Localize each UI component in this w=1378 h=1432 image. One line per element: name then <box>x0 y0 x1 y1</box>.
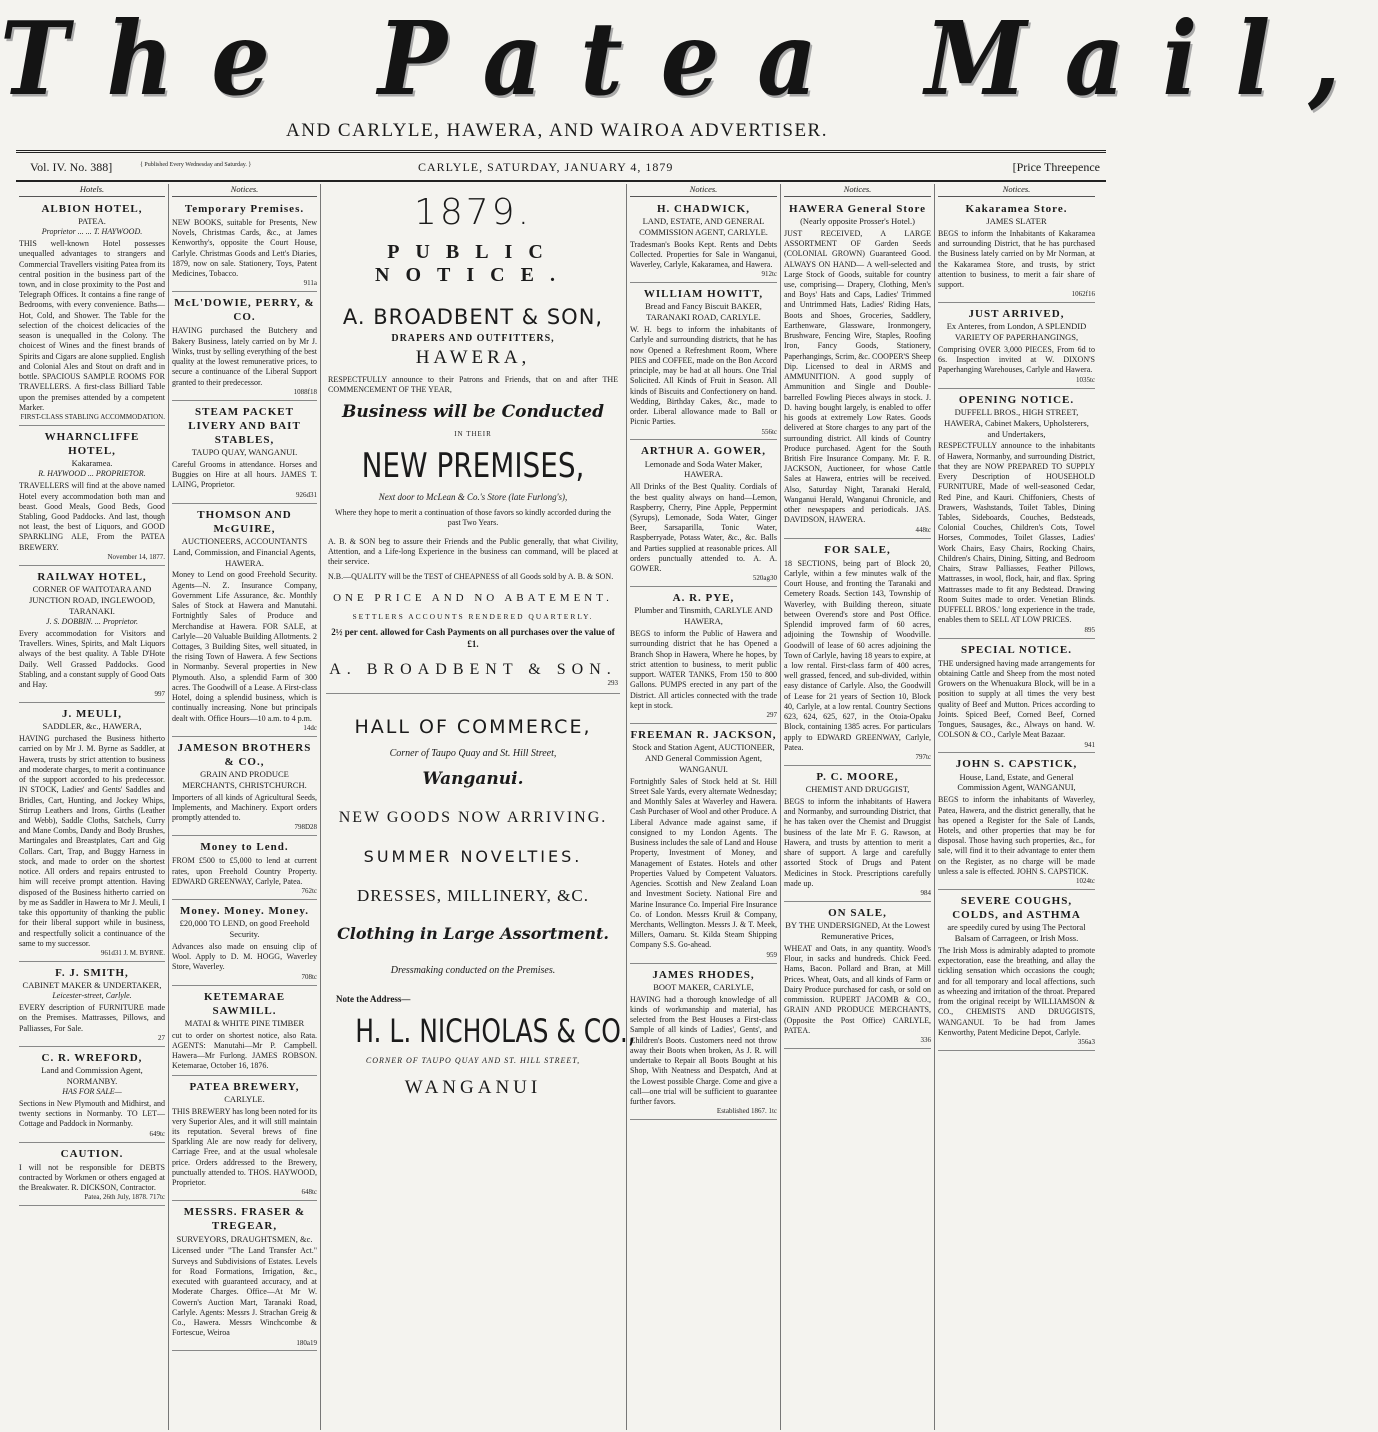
ad-subtitle: Stock and Station Agent, AUCTIONEER, AND General Commission Agent, WANGANUI. <box>632 742 775 774</box>
ad-body-text: 18 SECTIONS, being part of Block 20, Carlyle, within a few minutes walk of the Court House, and fronting the Taranaki and Cemetery Roads. Section 143, Township of Waverley, with Building thereon, situate between Overend's store and Post Office. Splendid improved farm of 60 acres, adjoining the Township of Woodville. Goodwill of lease of 60 acres adjoining the Town of Carlyle, having 18 years to expire, at a low rental. First-class farm of 400 acres, well grassed, fenced, and sub-divided, within easy distance of Carlyle. Also, the Goodwill of Lease for 21 years of Section 10, Block 40, Carlyle, at a low rental. Country Sections 623, 624, 625, 627, in the Otoia-Opaku Block, containing 1385 acres. For particulars apply to EDWARD GREENWAY, Carlyle, Patea. <box>784 558 931 752</box>
summer-novelties-heading: SUMMER NOVELTIES. <box>363 846 583 866</box>
advertisement <box>172 403 317 504</box>
ad-subtitle: Plumber and Tinsmith, CARLYLE AND HAWERA, <box>634 605 773 627</box>
ad-byline: R. HAYWOOD ... PROPRIETOR. <box>38 469 146 479</box>
ad-title: McL'DOWIE, PERRY, & CO. <box>174 297 315 324</box>
advertisement <box>172 838 317 900</box>
ad-body-text: Advances also made on ensuing clip of Wool. Apply to D. M. HOGG, Waverley Store, Waverley. <box>172 941 317 972</box>
ad-title: SEVERE COUGHS, COLDS, and ASTHMA <box>952 895 1081 922</box>
newspaper-subtitle: AND CARLYLE, HAWERA, AND WAIROA ADVERTISER. <box>286 120 828 141</box>
advertisement <box>19 1049 165 1143</box>
advertisement <box>938 305 1095 388</box>
ad-reference: 912tc <box>761 270 777 279</box>
ad-body-text: Every accommodation for Visitors and Travellers. Wines, Spirits, and Malt Liquors always of the best quality. A Table D'Hote Daily. Well Grassed Paddocks. Good Stabling, and a constant supply of Good Oats and Hay. <box>19 628 165 689</box>
ad-reference: 984 <box>920 889 931 898</box>
business-heading: Business will be Conducted <box>342 401 604 422</box>
advertisement <box>784 541 931 766</box>
ad-reference: 941 <box>1084 740 1095 749</box>
ad-title: ALBION HOTEL, <box>41 202 143 215</box>
ad-subtitle: GRAIN AND PRODUCE MERCHANTS, CHRISTCHURCH. <box>182 769 307 790</box>
advertisement <box>172 200 317 292</box>
ad-subtitle: CARLYLE. <box>224 1093 265 1104</box>
ad-byline: Proprietor ... ... T. HAYWOOD. <box>41 226 143 236</box>
ad-reference: Patea, 26th July, 1878. 717tc <box>84 1193 165 1202</box>
advertisement <box>19 1145 165 1207</box>
in-their-text: IN THEIR <box>454 429 492 438</box>
issue-date: CARLYLE, SATURDAY, JANUARY 4, 1879 <box>418 160 674 174</box>
hope-text: Where they hope to merit a continuation of those favors so kindly accorded during the past Two Years. <box>335 507 611 528</box>
advert-list <box>19 200 165 1206</box>
ad-reference: 448tc <box>915 525 931 534</box>
advertisement <box>630 442 777 587</box>
advert-list <box>172 200 317 1352</box>
firm-trade: DRAPERS AND OUTFITTERS, <box>391 333 555 344</box>
ad-body-text: Careful Grooms in attendance. Horses and Buggies on Hire at all hours. JAMES T. LAING, Proprietor. <box>172 459 317 490</box>
advertisement <box>172 1078 317 1202</box>
ad-title: WHARNCLIFFE HOTEL, <box>44 431 140 458</box>
ad-subtitle: Bread and Fancy Biscuit BAKER, TARANAKI ROAD, CARLYLE. <box>645 301 762 323</box>
ad-subtitle: LAND, ESTATE, AND GENERAL COMMISSION AGENT, CARLYLE. <box>639 215 768 237</box>
new-goods-heading: NEW GOODS NOW ARRIVING. <box>338 808 608 826</box>
ad-title: C. R. WREFORD, <box>41 1051 143 1064</box>
firm-town: HAWERA, <box>415 347 531 368</box>
column-notices-3 <box>781 184 934 1430</box>
ad-subtitle: JAMES SLATER <box>986 215 1047 226</box>
ad-byline: J. S. DOBBIN. ... Proprietor. <box>46 616 138 626</box>
ad-title: SPECIAL NOTICE. <box>961 643 1072 656</box>
ad-reference: 1062f16 <box>1071 290 1095 299</box>
ad-body-text: Comprising OVER 3,000 PIECES, From 6d to 6s. Inspection invited at W. DIXON'S Paperhanging Warehouses, Carlyle and Hawera. <box>938 345 1095 375</box>
ad-reference: 27 <box>158 1033 165 1042</box>
ad-subtitle: SURVEYORS, DRAUGHTSMEN, &c. <box>176 1233 313 1244</box>
ad-subtitle: SADDLER, &c., HAWERA, <box>42 721 142 732</box>
ad-body-text: BEGS to inform the Inhabitants of Kakaramea and surrounding District, that he has purchased the Business lately carried on by Mr Norman, at the Kakaramea Store, and trusts, by strict attention to business, to merit a fair share of support. <box>938 228 1095 289</box>
column-heading: Notices. <box>172 184 317 197</box>
ad-body-text: JUST RECEIVED, A LARGE ASSORTMENT OF Garden Seeds (COLONIAL GROWN) Guaranteed Good. ALWAYS ON HAND— A well-selected and Large Stock of Goods, suitable for country use, comprising— Drapery, Clothing, Men's and Boys' Hats and Caps, Ladies' Trimmed and Untrimmed Hats, Ladies' Riding Hats, Boots and Shoes, Groceries, Saddlery, Earthenware, Glassware, Ironmongery, Brushware, Fencing Wire, Staples, Roofing Iron, Fancy Goods, Stationery, Paperhangings, Scrim, &c. COOPER'S Sheep Dip. Licensed to deal in ARMS and AMMUNITION. A good supply of Ammunition and Single and Double-barrelled Fowling Pieces always in stock. J. D. having bought largely, is enabled to offer his goods at extremely Low Rates. Goods delivered at Store charges to any part of the surrounding district. All kinds of Country Produce purchased. Agent for the South British Fire Insurance Company. Mr. F. R. JACKSON, Auctioneer, for whose Cattle Sales at Hawera, entries will be received. Also, Saturday Night, Taranaki Herald, Wanganui Herald, Wanganui Chronicle, and other newspapers and periodicals. JAS. DAVIDSON, HAWERA. <box>784 228 931 525</box>
column-hotels <box>16 184 168 1430</box>
newspaper-title: The Patea Mail, <box>0 0 1378 119</box>
ad-reference: 648tc <box>301 1188 317 1197</box>
ad-body-text: HAVING had a thorough knowledge of all kinds of workmanship and material, has selected from the Best Houses a First-class Sample of all kinds of Ladies', Gents', and Children's Boots. Customers need not throw away their Boots when broken, As J. R. will undertake to Repair all Boots Bought at his Shop, With Neatness and Despatch, And at the Lowest possible Charge. Come and give a call—one trial will be sufficient to guarantee further favors. <box>630 994 777 1106</box>
advertisement <box>784 200 931 539</box>
ad-reference: 180a19 <box>296 1338 317 1347</box>
ad-subtitle: Ex Anteres, from London, A SPLENDID VARIETY OF PAPERHANGINGS, <box>946 321 1087 343</box>
ad-body-text: BEGS to inform the Public of Hawera and surrounding district that he has Opened a Branch Shop in Hawera, Where he hopes, by strict attention to business, to merit public support. WATER TANKS, From 150 to 800 Gallons. PUMPS erected in any part of the District. All articles connected with the trade kept in stock. <box>630 629 777 710</box>
ad-subtitle: PATEA. <box>78 215 106 226</box>
ad-body-text: Fortnightly Sales of Stock held at St. Hill Street Sale Yards, every alternate Wednesday; and Monthly Sales at Waverley and Hawera. Cash Purchaser of Wool and other Produce. A Liberal Advance made against same, if consigned to my London Agents. The Business includes the sale of Land and House Property, Investment of Money, and Management of Estates. Hotels and other Properties Valued by Competent Valuators. Agencies. Scottish and New Zealand Loan and Investment Society. National Fire and Marine Insurance Co. Imperial Fire Insurance Co. of London. Messrs Kruil & Company, Merchants, Wellington. Messrs J. & T. Meek, Millers, Oamaru. St. Kilda Steam Shipping Company S.S. Go-ahead. <box>630 776 777 950</box>
column-notices-2 <box>627 184 780 1430</box>
ad-title: Money. Money. Money. <box>179 905 310 918</box>
advertisement <box>938 200 1095 303</box>
dateline-rule <box>16 180 1106 182</box>
ad-body-text: I will not be responsible for DEBTS contracted by Workmen or others engaged at the Breakwater. R. DICKSON, Contractor. <box>19 1162 165 1193</box>
ad-reference: 1035tc <box>1075 375 1095 384</box>
advertisement <box>19 200 165 426</box>
advertisement <box>630 726 777 964</box>
ad-body-text: cut to order on shortest notice, also Rata. AGENTS: Manutahi—Mr P. Campbell. Hawera—Mr Furlong. JAMES ROBSON. Ketemarae, October 16, 1876. <box>172 1030 317 1071</box>
ad-title: FOR SALE, <box>824 543 891 556</box>
ad-reference: 1024tc <box>1075 877 1095 886</box>
column-notices-4 <box>935 184 1098 1430</box>
ad-subtitle: House, Land, Estate, and General Commission Agent, WANGANUI, <box>957 771 1076 793</box>
year-heading: 1879. <box>413 192 533 233</box>
column-heading: Notices. <box>938 184 1095 197</box>
ad-subtitle: BY THE UNDERSIGNED, At the Lowest Remunerative Prices, <box>785 920 930 942</box>
ad-number: 293 <box>607 678 618 687</box>
ad-subtitle: TAUPO QUAY, WANGANUI. <box>191 447 298 458</box>
ad-title: Kakaramea Store. <box>965 202 1068 215</box>
ad-title: ON SALE, <box>828 907 887 920</box>
ad-reference: 336 <box>920 1036 931 1045</box>
advertisement <box>630 966 777 1120</box>
ad-title: THOMSON AND McGUIRE, <box>197 508 292 535</box>
ad-subtitle: BOOT MAKER, CARLYLE, <box>653 981 754 992</box>
ad-reference: 961d31 J. M. BYRNE. <box>100 949 165 958</box>
ad-body-text: EVERY description of FURNITURE made on the Premises. Mattrasses, Pillows, and Palliasses, For Sale. <box>19 1003 165 1033</box>
nicholas-town: WANGANUI <box>404 1076 542 1098</box>
ad-body-text: W. H. begs to inform the inhabitants of Carlyle and surrounding districts, that he has now Opened a Refreshment Room, Where PIES and COFFEE, made on the Bon Accord principle, may be had at all hours. One Trial Solicited. All Kinds of Fruit in Season. All kinds of Biscuits and Confectionery on hand. Wedding, Birthday Cakes, &c., made to order. Liberal allowance made to Ball or Picnic Parties. <box>630 325 777 427</box>
ad-subtitle: Land and Commission Agent, NORMANBY. <box>41 1064 143 1086</box>
ad-title: OPENING NOTICE. <box>958 393 1075 406</box>
ad-body-text: NEW BOOKS, suitable for Presents, New Novels, Christmas Cards, &c., at James Kenworthy's, opposite the Court House, Carlyle. Christmas Goods and Lett's Diaries, 1879, now on sale. Stationery, Toys, Patent Medicines, Tobacco. <box>172 217 317 279</box>
ad-body-text: Licensed under "The Land Transfer Act." Surveys and Subdivisions of Estates. Levels for Road Formations, Irrigation, &c., executed with guaranteed accuracy, and at Moderate Charges. Office—At Mr W. Cowern's Auction Mart, Taranaki Road, Carlyle. Agents: Messrs J. Strachan Greig & Co., Hawera. Messrs Winchcombe & Fortescue, Weiroa <box>172 1246 317 1338</box>
ad-title: KETEMARAE SAWMILL. <box>203 990 286 1017</box>
ad-reference: 14dc <box>303 723 317 732</box>
advert-list <box>630 200 777 1120</box>
ad-title: ARTHUR A. GOWER, <box>640 445 766 458</box>
ad-title: WILLIAM HOWITT, <box>643 288 764 301</box>
ad-body-text: HAVING purchased the Butchery and Bakery Business, lately carried on by Mr J. Winks, trust by selling everything of the best quality at the lowest remunerative prices, to secure a continuance of the Liberal Support granted to their predecessor. <box>172 326 317 387</box>
firm-signature: A. BROADBENT & SON. <box>329 660 617 678</box>
advertisement <box>172 902 317 985</box>
discount-text: 2½ per cent. allowed for Cash Payments on all purchases over the value of £1. <box>331 627 615 649</box>
ad-reference: 556tc <box>761 427 777 436</box>
ad-body-text: Importers of all kinds of Agricultural Seeds, Implements, and Machinery. Export orders promptly attended to. <box>172 792 317 823</box>
ad-body-text: BEGS to inform the inhabitants of Waverley, Patea, Hawera, and the district generally, that he has opened a Register for the Sale of Lands, Hotels, and other properties that may be for disposal. Those having such properties, &c., for sale, will find it to their advantage to enter them on the Register, as no charge will be made unless a sale is effected. JOHN S. CAPSTICK. <box>938 795 1095 876</box>
advertisement <box>19 705 165 962</box>
ad-title: MESSRS. FRASER & TREGEAR, <box>183 1206 306 1233</box>
ad-body-text: FROM £500 to £5,000 to lend at current rates, upon Freehold Country Property. EDWARD GREENWAY, Carlyle, Patea. <box>172 856 317 886</box>
dressmaking-text: Dressmaking conducted on the Premises. <box>390 964 556 976</box>
ad-byline: Leicester-street, Carlyle. <box>52 990 132 1000</box>
announcement-text: RESPECTFULLY announce to their Patrons and Friends, that on and after THE COMMENCEMENT OF THE YEAR, <box>328 375 618 395</box>
ad-reference: FIRST-CLASS STABLING ACCOMMODATION. <box>20 413 165 422</box>
ad-subtitle: MATAI & WHITE PINE TIMBER <box>184 1017 305 1028</box>
dateline <box>22 160 1106 180</box>
ad-reference: 356a3 <box>1077 1038 1095 1047</box>
advertisement <box>19 568 165 703</box>
ad-title: Money to Lend. <box>200 841 289 854</box>
address-note: Note the Address— <box>336 993 411 1004</box>
ad-subtitle: Lemonade and Soda Water Maker, HAWERA. <box>644 458 763 480</box>
ad-reference: 297 <box>766 711 777 720</box>
ad-title: JAMES RHODES, <box>652 968 755 981</box>
firm-name: A. BROADBENT & SON, <box>342 305 604 329</box>
ad-body-text: The Irish Moss is admirably adapted to promote expectoration, ease the breathing, and allay the tickling sensation which occasions the cough; and for all temporary and local affections, such as wheezing and irritation of the throat. Prepared from the original receipt by WILLIAMSON & CO., CHEMISTS AND DRUGGISTS, WANGANUI. To be had from James Kenworthy, Patent Medicine Depot, Carlyle. <box>938 946 1095 1037</box>
publication-schedule: { Published Every Wednesday and Saturday. } <box>140 162 252 168</box>
broadbent-advertisement <box>322 184 636 1430</box>
ad-subtitle: Kakaramea. <box>71 458 113 469</box>
advertisement <box>172 294 317 401</box>
ad-title: JOHN S. CAPSTICK, <box>955 758 1078 771</box>
column-heading: Notices. <box>784 184 931 197</box>
advertisement <box>784 768 931 902</box>
ad-title: Temporary Premises. <box>184 202 305 215</box>
issue-price: [Price Threepence <box>1012 160 1100 174</box>
clothing-heading: Clothing in Large Assortment. <box>337 923 609 943</box>
advertisement <box>19 428 165 566</box>
nicholas-firm-name: H. L. NICHOLAS & CO., <box>355 1011 636 1050</box>
ad-reference: 797tc <box>915 753 931 762</box>
assurance-text: A. B. & SON beg to assure their Friends and the Public generally, that what Civility, Attention, and a Life-long Experience in the business can command, will be placed at their service. <box>328 536 618 567</box>
column-heading: Hotels. <box>19 184 165 197</box>
ad-title: STEAM PACKET LIVERY AND BAIT STABLES, <box>188 405 301 446</box>
advertisement <box>630 200 777 283</box>
public-notice-heading: PUBLIC NOTICE. <box>375 241 571 286</box>
one-price-heading: ONE PRICE AND NO ABATEMENT. <box>333 592 613 605</box>
nicholas-address: CORNER OF TAUPO QUAY AND ST. HILL STREET, <box>365 1055 581 1065</box>
ad-subtitle: CABINET MAKER & UNDERTAKER, <box>22 980 162 991</box>
ad-subtitle: AUCTIONEERS, ACCOUNTANTS Land, Commission, and Financial Agents, HAWERA. <box>173 535 316 568</box>
advertisement <box>630 285 777 440</box>
ad-subtitle: £20,000 TO LEND, on good Freehold Security. <box>179 918 310 940</box>
ad-body-text: THIS BREWERY has long been noted for its very Superior Ales, and it will still maintain its reputation. Several brews of fine Sparkling Ale are now ready for delivery, Carriage Free, and at the usual wholesale price. Orders addressed to the Brewery, punctually attended to. THOS. HAYWOOD, Proprietor. <box>172 1106 317 1188</box>
ad-title: H. CHADWICK, <box>657 202 750 215</box>
advertisement <box>19 964 165 1047</box>
quality-note: N.B.—QUALITY will be the TEST of CHEAPNESS of all Goods sold by A. B. & SON. <box>328 571 614 581</box>
ad-title: RAILWAY HOTEL, <box>37 570 147 583</box>
ad-body-text: WHEAT and Oats, in any quantity. Wood's Flour, in sacks and hundreds. Chick Feed. Hams, Bacon. Pollard and Bran, at Mill Prices. Wheat, Oats, and all kinds of Farm or Dairy Produce purchased for cash, or sold on commission. RUPERT JACOMB & CO., GRAIN AND PRODUCE MERCHANTS, (Opposite the Post Office) CARLYLE, PATEA. <box>784 943 931 1035</box>
ad-reference: Established 1867. 1tc <box>716 1107 777 1116</box>
ad-title: CAUTION. <box>60 1147 124 1160</box>
ad-body-text: Tradesman's Books Kept. Rents and Debts Collected. Properties for Sale in Wanganui, Waverley, Carlyle, Kakaramea, and Hawera. <box>630 239 777 270</box>
ad-subtitle: are speedily cured by using The Pectoral Balsam of Carrageen, or Irish Moss. <box>947 922 1086 944</box>
advertisement <box>938 755 1095 890</box>
advertisement <box>172 988 317 1076</box>
dresses-heading: DRESSES, MILLINERY, &C. <box>357 885 589 905</box>
ad-body-text: BEGS to inform the inhabitants of Hawera and Normanby, and surrounding District, that he has taken over the Chemist and Druggist business of the late Mr F. G. Rawson, at Hawera, and trusts by attention to merit a share of support. A large and carefully assorted Stock of Drugs and Patent Medicines in Stock. Prescriptions carefully made up. <box>784 797 931 888</box>
location-text: Next door to McLean & Co.'s Store (late Furlong's), <box>378 491 568 502</box>
ad-reference: 762tc <box>301 887 317 896</box>
column-heading: Notices. <box>630 184 777 197</box>
ad-body-text: HAVING purchased the Business hitherto carried on by Mr J. M. Byrne as Saddler, at Hawera, trusts by strict attention to business and moderate charges, to merit a continuance of the support accorded to his predecessor. IN STOCK, Ladies' and Gents' Saddles and Bridles, Cart, Hunting, and Jockey Whips, Stirrup Leathers and Irons, Girths (Leather and Webb), Saddle Cloths, Satchels, Curry and Mane Combs, Dandy and Body Brushes, Martingales and Breastplates, Cart and Gig Collars. Cart, Trap, and Buggy Harness in stock, and made to order on the shortest notice. All orders and repairs entrusted to him will receive prompt attention. Having disposed of the Business hitherto carried on by me as Saddler in Hawera to Mr J. Meuli, I take this opportunity of thanking the public for their liberal support while in business, and respectfully solicit a continuance of the same to my successor. <box>19 734 165 948</box>
advertisement <box>938 641 1095 754</box>
ad-reference: 708tc <box>301 972 317 981</box>
ad-reference: 997 <box>154 690 165 699</box>
ad-title: FREEMAN R. JACKSON, <box>630 729 777 742</box>
ad-subtitle: CORNER OF WAITOTARA AND JUNCTION ROAD, INGLEWOOD, TARANAKI. <box>28 583 156 616</box>
advertisement <box>172 506 317 737</box>
ad-byline: HAS FOR SALE— <box>62 1086 122 1096</box>
ad-subtitle: DUFFELL BROS., HIGH STREET, HAWERA, Cabinet Makers, Upholsterers, and Undertakers, <box>944 406 1089 439</box>
ad-title: A. R. PYE, <box>672 592 735 605</box>
ad-reference: 1088f18 <box>293 387 317 396</box>
column-divider <box>320 184 321 1430</box>
ad-reference: 926d31 <box>296 490 317 499</box>
advertisement <box>784 904 931 1049</box>
ad-reference: 959 <box>766 950 777 959</box>
advertisement <box>938 892 1095 1051</box>
advert-list <box>938 200 1095 1051</box>
advertisement <box>630 589 777 724</box>
ad-subtitle: (Nearly opposite Prosser's Hotel.) <box>800 215 915 226</box>
masthead <box>0 0 1378 119</box>
corner-address: Corner of Taupo Quay and St. Hill Street, <box>389 747 557 759</box>
ad-body-text: Money to Lend on good Freehold Security. Agents—N. Z. Insurance Company, Government Life Assurance, &c. Monthly Sales of Stock at Hawera and Manutahi. Fortnightly Sales of Produce and Merchandise at Hawera. FOR SALE, at Carlyle—20 Valuable Building Allotments. 2 Cottages, 3 Building Sites, well situated, in the rising Town of Hawera. A few Sections in Normanby. Several properties in New Plymouth. Also, a splendid Farm of 300 acres. The Goodwill of a Lease. A First-class Hotel, doing a splendid business, which is continually increasing. None but principals dealt with. Office Hours—10 a.m. to 4 p.m. <box>172 570 317 723</box>
wanganui-heading: Wanganui. <box>422 768 524 789</box>
ad-reference: November 14, 1877. <box>107 552 165 561</box>
ad-title: JUST ARRIVED, <box>968 308 1065 321</box>
top-rule <box>16 150 1106 153</box>
ad-subtitle: CHEMIST AND DRUGGIST, <box>805 784 910 795</box>
hall-of-commerce-heading: HALL OF COMMERCE, <box>354 715 592 738</box>
advertisement <box>172 1203 317 1351</box>
ad-title: F. J. SMITH, <box>55 966 129 979</box>
ad-title: J. MEULI, <box>61 708 123 721</box>
ad-body-text: TRAVELLERS will find at the above named Hotel every accommodation both man and beast. Good Meals, Good Beds, Good Stabling, Good Paddocks. And last, though not least, the best of Liquors, and GOOD SPARKLING ALE, From the PATEA BREWERY. <box>19 481 165 552</box>
ad-title: JAMESON BROTHERS & CO., <box>177 741 312 768</box>
ad-title: P. C. MOORE, <box>816 771 899 784</box>
column-notices-1 <box>169 184 320 1430</box>
accounts-heading: SETTLERS ACCOUNTS RENDERED QUARTERLY. <box>352 612 594 622</box>
ad-reference: 798D28 <box>294 823 317 832</box>
ad-body-text: THE undersigned having made arrangements for obtaining Cattle and Sheep from the most noted Growers on the Whenuakura Block, will be in a position to supply at all times the very best quality of Beef and Mutton. Prices according to Joints. Spiced Beef, Corned Beef, Corned Tongues, Sausages, &c., Always on hand. W. COLSON & CO., Carlyle Meat Bazaar. <box>938 658 1095 740</box>
ad-reference: 911a <box>303 279 317 288</box>
ad-title: HAWERA General Store <box>788 202 927 215</box>
ad-body-text: Sections in New Plymouth and Midhirst, and twenty sections in Normanby. TO LET— Cottage and Paddock in Normanby. <box>19 1098 165 1129</box>
ad-body-text: RESPECTFULLY announce to the inhabitants of Hawera, Normanby, and surrounding District, that they are NOW PREPARED TO SUPPLY Every Description of HOUSEHOLD FURNITURE, Made of well-seasoned Cedar, Red Pine, and Kauri. Chiffoniers, Chests of Drawers, Washstands, Toilet Tables, Dining Tables, Sideboards, Couches, Bedsteads, Colonial Couches, Children's Cots, Towel Horses, Commodes, Toilet Glasses, Ladies' Work Chairs, Easy Chairs, Rocking Chairs, Children's Chairs, Dining, Sitting, and Bedroom Chairs, Straw Palliasses, Feather Pillows, Mattrasses, in wool, flock, hair, and flax. Spring Mattrasses made to fit any Bedstead. Drawing Room Suites made to order. Venetian Blinds. DUFFELL BROS.' long experience in the trade, enables them to SELL AT LOW PRICES. <box>938 441 1095 625</box>
ad-body-text: THIS well-known Hotel possesses unequalled advantages to strangers and Commercial Travellers visiting Patea from its central position in the business part of the town, and in close proximity to the Post and Telegraph Offices. It contains a fine range of Bedrooms, with every convenience. Baths—Hot, Cold, and Shower. The Table for the selection of the choicest delicacies of the season is unequalled in the Colony. The choicest of Wines and the finest brands of Spirits and Cigars are alone supplied. English and Colonial Ales and Stout on draft and in bottle. SPACIOUS SAMPLE ROOMS FOR TRAVELLERS. A first-class Billiard Table upon the premises attended by a competent Marker. <box>19 239 165 412</box>
advertisement <box>938 391 1095 639</box>
volume-number: Vol. IV. No. 388] <box>30 160 113 174</box>
ad-body-text: All Drinks of the Best Quality. Cordials of the best quality always on hand—Lemon, Raspberry, Cherry, Pine Apple, Peppermint (Syrups), Lemonade, Soda Water, Ginger Beer, Sarsaparilla, Tonic Water, Raspberryade, Potass Water, &c., &c. Balls and Parties supplied at reasonable prices. All orders punctually attended to. A. A. GOWER. <box>630 482 777 574</box>
ad-reference: 895 <box>1084 625 1095 634</box>
ad-title: PATEA BREWERY, <box>189 1080 300 1093</box>
ad-reference: 520ag30 <box>752 574 777 583</box>
advert-list <box>784 200 931 1049</box>
ad-reference: 649tc <box>149 1129 165 1138</box>
new-premises-heading: NEW PREMISES, <box>361 445 585 486</box>
advertisement <box>172 739 317 837</box>
